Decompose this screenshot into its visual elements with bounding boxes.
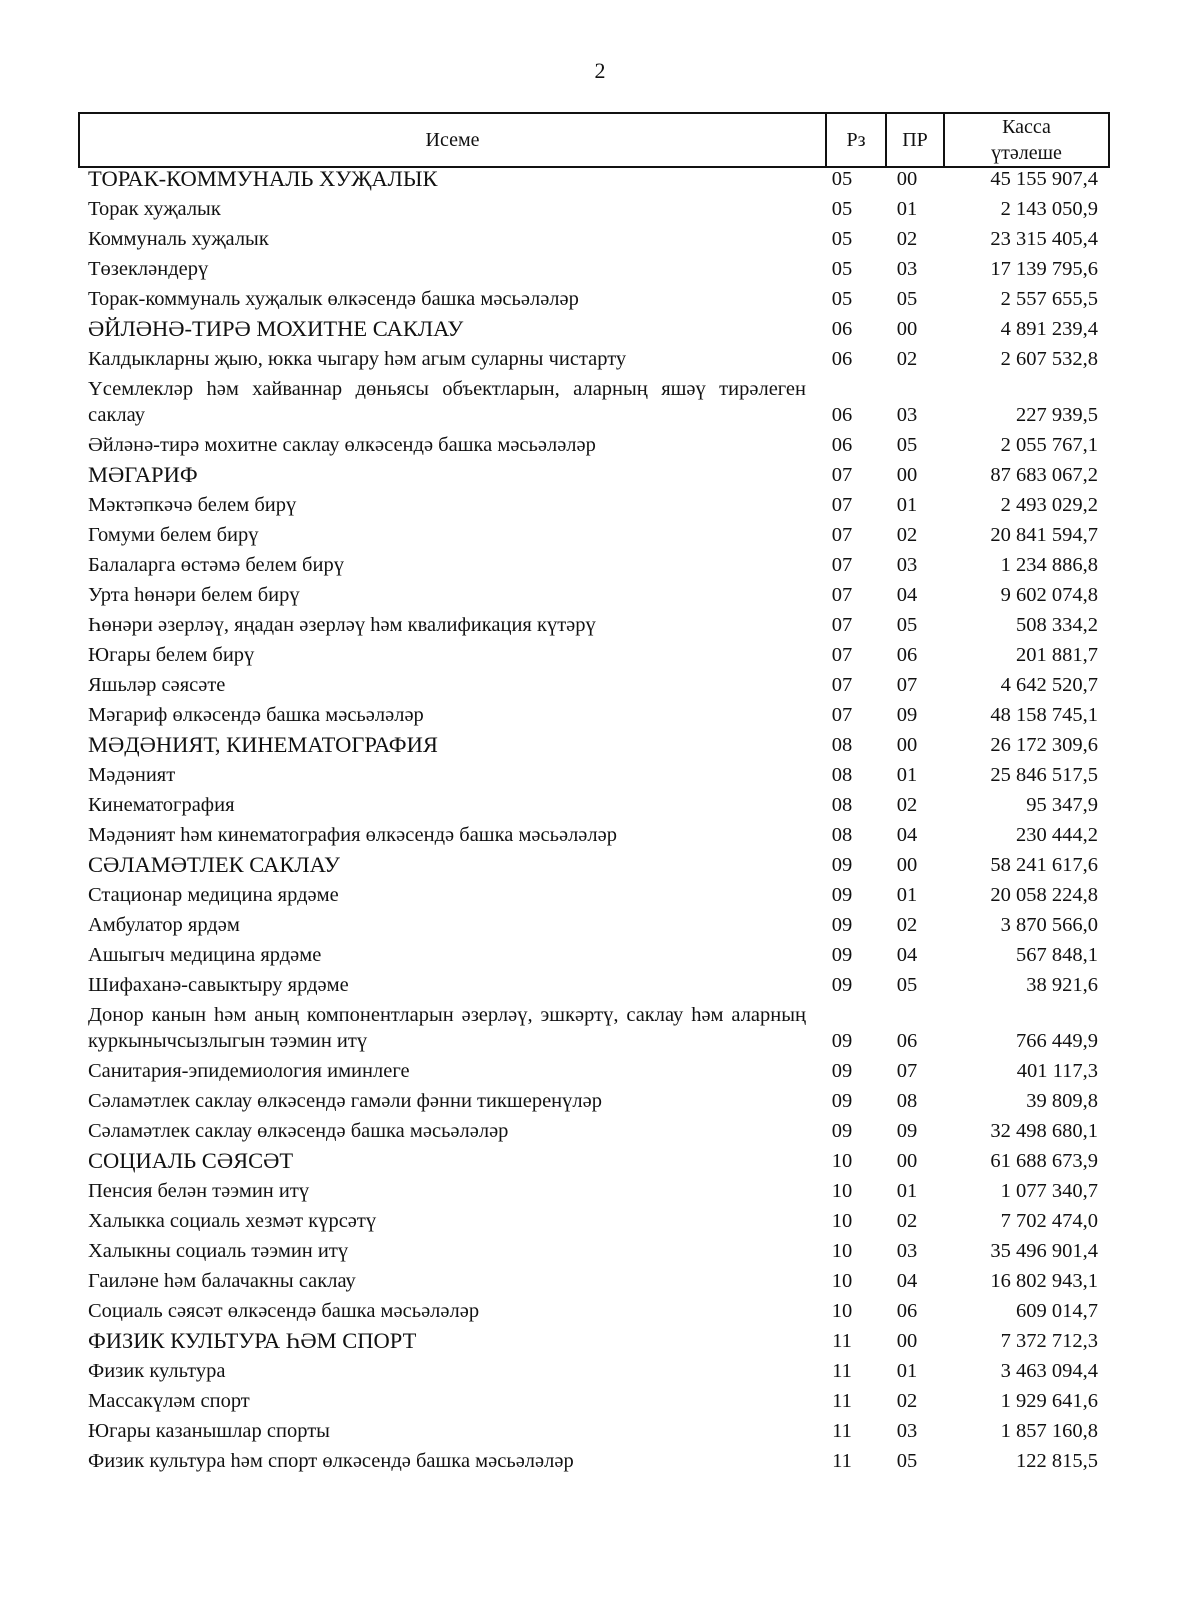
table-row	[88, 880, 1106, 910]
table-row	[88, 1416, 1106, 1446]
row-kassa: 567 848,1	[1016, 944, 1098, 966]
row-rz: 06	[831, 404, 853, 426]
row-rz: 06	[831, 434, 853, 456]
row-name: Торак хуҗалык	[88, 198, 221, 220]
row-kassa: 7 372 712,3	[1000, 1330, 1098, 1352]
table-row	[88, 1056, 1106, 1086]
row-rz: 05	[831, 168, 853, 190]
row-kassa: 20 058 224,8	[990, 884, 1098, 906]
row-name: Массакүләм спорт	[88, 1390, 250, 1412]
row-rz: 07	[831, 524, 853, 546]
row-rz: 09	[831, 854, 853, 876]
row-pr: 03	[896, 554, 918, 576]
row-rz: 05	[831, 228, 853, 250]
row-rz: 09	[831, 974, 853, 996]
row-rz: 10	[831, 1150, 853, 1172]
row-pr: 08	[896, 1090, 918, 1112]
row-name: Гомуми белем бирү	[88, 524, 259, 546]
row-name: Донор канын һәм аның компонентларын әзерләү, эшкәртү, саклау һәм аларның куркынычсызлыгын тәэмин итү	[88, 1004, 806, 1052]
row-pr: 02	[896, 1390, 918, 1412]
row-rz: 10	[831, 1210, 853, 1232]
row-rz: 11	[832, 1390, 852, 1412]
row-name: Әйләнә-тирә мохитне саклау өлкәсендә башка мәсьәләләр	[88, 434, 596, 456]
section-row	[88, 730, 1106, 760]
table-row	[88, 610, 1106, 640]
row-pr: 00	[896, 1330, 918, 1352]
row-pr: 00	[896, 734, 918, 756]
header-kassa-line1: Касса	[1002, 116, 1051, 138]
row-rz: 09	[831, 944, 853, 966]
row-pr: 05	[896, 1450, 918, 1472]
table-row	[88, 1176, 1106, 1206]
row-kassa: 9 602 074,8	[1000, 584, 1098, 606]
row-kassa: 58 241 617,6	[990, 854, 1098, 876]
row-rz: 10	[831, 1180, 853, 1202]
row-kassa: 4 642 520,7	[1000, 674, 1098, 696]
table-row	[88, 940, 1106, 970]
table-row	[88, 700, 1106, 730]
row-name: Халыкны социаль тәэмин итү	[88, 1240, 349, 1262]
table-row	[88, 490, 1106, 520]
row-rz: 09	[831, 1090, 853, 1112]
row-pr: 02	[896, 348, 918, 370]
section-row	[88, 460, 1106, 490]
row-rz: 06	[831, 318, 853, 340]
row-rz: 08	[831, 794, 853, 816]
row-rz: 07	[831, 644, 853, 666]
table-row	[88, 344, 1106, 374]
row-name: ӘЙЛӘНӘ-ТИРӘ МОХИТНЕ САКЛАУ	[88, 316, 464, 341]
row-rz: 07	[831, 554, 853, 576]
row-pr: 06	[896, 1300, 918, 1322]
row-pr: 00	[896, 854, 918, 876]
header-kassa	[943, 114, 1108, 166]
row-name: Төзекләндерү	[88, 258, 209, 280]
header-name: Исеме	[425, 128, 480, 151]
table-row	[88, 1356, 1106, 1386]
row-name: СОЦИАЛЬ СӘЯСӘТ	[88, 1148, 294, 1173]
row-kassa: 23 315 405,4	[990, 228, 1098, 250]
row-rz: 07	[831, 614, 853, 636]
row-pr: 01	[896, 198, 918, 220]
table-row	[88, 790, 1106, 820]
row-name: Үсемлекләр һәм хайваннар дөньясы объектларын, аларның яшәү тирәлеген саклау	[88, 378, 806, 426]
row-kassa: 508 334,2	[1016, 614, 1098, 636]
row-pr: 04	[896, 1270, 918, 1292]
table-row	[88, 550, 1106, 580]
row-pr: 01	[896, 764, 918, 786]
row-pr: 00	[896, 168, 918, 190]
header-kassa-line2: үтәлеше	[991, 142, 1062, 164]
row-name: Ашыгыч медицина ярдәме	[88, 944, 322, 966]
row-kassa: 38 921,6	[1026, 974, 1098, 996]
row-pr: 07	[896, 674, 918, 696]
row-kassa: 227 939,5	[1016, 404, 1098, 426]
row-kassa: 26 172 309,6	[990, 734, 1098, 756]
row-kassa: 45 155 907,4	[990, 168, 1098, 190]
row-pr: 09	[896, 1120, 918, 1142]
row-kassa: 1 077 340,7	[1000, 1180, 1098, 1202]
row-kassa: 2 557 655,5	[1000, 288, 1098, 310]
table-row	[88, 254, 1106, 284]
row-kassa: 766 449,9	[1016, 1030, 1098, 1052]
row-kassa: 2 493 029,2	[1000, 494, 1098, 516]
row-pr: 05	[896, 974, 918, 996]
row-pr: 05	[896, 614, 918, 636]
row-rz: 09	[831, 914, 853, 936]
row-rz: 11	[832, 1450, 852, 1472]
row-rz: 05	[831, 288, 853, 310]
row-kassa: 7 702 474,0	[1000, 1210, 1098, 1232]
row-kassa: 2 143 050,9	[1000, 198, 1098, 220]
row-kassa: 401 117,3	[1016, 1060, 1098, 1082]
row-pr: 03	[896, 404, 918, 426]
table-row	[88, 1086, 1106, 1116]
row-rz: 05	[831, 258, 853, 280]
row-kassa: 95 347,9	[1026, 794, 1098, 816]
row-pr: 07	[896, 1060, 918, 1082]
row-rz: 08	[831, 764, 853, 786]
row-kassa: 3 870 566,0	[1000, 914, 1098, 936]
row-name: МӘДӘНИЯТ, КИНЕМАТОГРАФИЯ	[88, 732, 438, 757]
row-pr: 04	[896, 584, 918, 606]
row-kassa: 87 683 067,2	[990, 464, 1098, 486]
row-name: Кинематография	[88, 794, 235, 816]
row-pr: 02	[896, 228, 918, 250]
table-row	[88, 760, 1106, 790]
table-row	[88, 224, 1106, 254]
row-pr: 02	[896, 914, 918, 936]
row-kassa: 201 881,7	[1016, 644, 1098, 666]
row-name: Физик культура һәм спорт өлкәсендә башка мәсьәләләр	[88, 1450, 574, 1472]
row-kassa: 35 496 901,4	[990, 1240, 1098, 1262]
row-rz: 11	[832, 1420, 852, 1442]
row-name: Сәламәтлек саклау өлкәсендә гамәли фәнни тикшеренүләр	[88, 1090, 602, 1112]
section-row	[88, 314, 1106, 344]
row-pr: 00	[896, 1150, 918, 1172]
row-kassa: 61 688 673,9	[990, 1150, 1098, 1172]
table-row	[88, 1206, 1106, 1236]
table-row	[88, 1296, 1106, 1326]
row-rz: 08	[831, 824, 853, 846]
row-pr: 09	[896, 704, 918, 726]
row-rz: 09	[831, 1120, 853, 1142]
row-name: Урта һөнәри белем бирү	[88, 584, 300, 606]
table-body	[88, 164, 1106, 1476]
row-kassa: 2 607 532,8	[1000, 348, 1098, 370]
table-row	[88, 580, 1106, 610]
table-row	[88, 640, 1106, 670]
row-name: Пенсия белән тәэмин итү	[88, 1180, 310, 1202]
row-kassa: 1 857 160,8	[1000, 1420, 1098, 1442]
row-name: Мәктәпкәчә белем бирү	[88, 494, 297, 516]
row-pr: 02	[896, 794, 918, 816]
header-rz: Рз	[825, 114, 885, 166]
table-row	[88, 1446, 1106, 1476]
row-rz: 09	[831, 1030, 853, 1052]
row-name: Гаиләне һәм балачакны саклау	[88, 1270, 356, 1292]
row-kassa: 1 929 641,6	[1000, 1390, 1098, 1412]
row-name: Физик культура	[88, 1360, 226, 1382]
row-pr: 06	[896, 1030, 918, 1052]
row-name: Мәдәният	[88, 764, 176, 786]
row-pr: 03	[896, 1420, 918, 1442]
row-pr: 04	[896, 824, 918, 846]
row-name: Югары казанышлар спорты	[88, 1420, 330, 1442]
table-row	[88, 1116, 1106, 1146]
row-kassa: 4 891 239,4	[1000, 318, 1098, 340]
row-pr: 05	[896, 434, 918, 456]
row-rz: 07	[831, 674, 853, 696]
row-name: МӘГАРИФ	[88, 462, 198, 487]
row-kassa: 32 498 680,1	[990, 1120, 1098, 1142]
row-name: Югары белем бирү	[88, 644, 255, 666]
row-kassa: 39 809,8	[1026, 1090, 1098, 1112]
header-pr: ПР	[885, 114, 943, 166]
table-row	[88, 430, 1106, 460]
row-pr: 05	[896, 288, 918, 310]
row-pr: 01	[896, 884, 918, 906]
table-row	[88, 910, 1106, 940]
table-row	[88, 820, 1106, 850]
row-rz: 06	[831, 348, 853, 370]
table-row	[88, 284, 1106, 314]
row-rz: 05	[831, 198, 853, 220]
row-name: Сәламәтлек саклау өлкәсендә башка мәсьәләләр	[88, 1120, 509, 1142]
table-row	[88, 520, 1106, 550]
row-pr: 01	[896, 494, 918, 516]
row-name: Балаларга өстәмә белем бирү	[88, 554, 344, 576]
row-rz: 09	[831, 884, 853, 906]
row-name: Мәгариф өлкәсендә башка мәсьәләләр	[88, 704, 424, 726]
row-name: Шифаханә-савыктыру ярдәме	[88, 974, 349, 996]
table-row	[88, 1236, 1106, 1266]
row-name: Коммуналь хуҗалык	[88, 228, 269, 250]
row-name: ТОРАК-КОММУНАЛЬ ХУҖАЛЫК	[88, 166, 438, 191]
row-kassa: 1 234 886,8	[1000, 554, 1098, 576]
row-pr: 02	[896, 1210, 918, 1232]
page-number: 2	[594, 58, 606, 83]
row-name: ФИЗИК КУЛЬТУРА ҺӘМ СПОРТ	[88, 1328, 417, 1353]
row-kassa: 609 014,7	[1016, 1300, 1098, 1322]
row-name: Мәдәният һәм кинематография өлкәсендә башка мәсьәләләр	[88, 824, 617, 846]
row-kassa: 230 444,2	[1016, 824, 1098, 846]
row-rz: 10	[831, 1240, 853, 1262]
row-rz: 10	[831, 1270, 853, 1292]
row-rz: 11	[832, 1330, 852, 1352]
row-rz: 07	[831, 494, 853, 516]
row-rz: 11	[832, 1360, 852, 1382]
row-name: Санитария-эпидемиология иминлеге	[88, 1060, 410, 1082]
row-rz: 09	[831, 1060, 853, 1082]
row-rz: 08	[831, 734, 853, 756]
table-row	[88, 1000, 1106, 1056]
row-pr: 01	[896, 1180, 918, 1202]
table-row	[88, 670, 1106, 700]
row-rz: 10	[831, 1300, 853, 1322]
row-pr: 00	[896, 318, 918, 340]
row-name: Торак-коммуналь хуҗалык өлкәсендә башка мәсьәләләр	[88, 288, 579, 310]
row-name: СӘЛАМӘТЛЕК САКЛАУ	[88, 852, 340, 877]
row-name: Калдыкларны җыю, юкка чыгару һәм агым суларны чистарту	[88, 348, 627, 370]
row-name: Яшьләр сәясәте	[88, 674, 226, 696]
row-pr: 04	[896, 944, 918, 966]
row-kassa: 122 815,5	[1016, 1450, 1098, 1472]
row-kassa: 25 846 517,5	[990, 764, 1098, 786]
section-row	[88, 164, 1106, 194]
row-rz: 07	[831, 584, 853, 606]
table-row	[88, 1386, 1106, 1416]
row-rz: 07	[831, 704, 853, 726]
table-header	[78, 112, 1110, 168]
row-kassa: 16 802 943,1	[990, 1270, 1098, 1292]
row-name: Халыкка социаль хезмәт күрсәтү	[88, 1210, 377, 1232]
section-row	[88, 850, 1106, 880]
row-kassa: 3 463 094,4	[1000, 1360, 1098, 1382]
table-row	[88, 970, 1106, 1000]
row-pr: 03	[896, 258, 918, 280]
row-pr: 06	[896, 644, 918, 666]
row-pr: 00	[896, 464, 918, 486]
row-rz: 07	[831, 464, 853, 486]
table-row	[88, 374, 1106, 430]
row-name: Һөнәри әзерләү, яңадан әзерләү һәм квалификация күтәрү	[88, 614, 596, 636]
section-row	[88, 1146, 1106, 1176]
row-pr: 02	[896, 524, 918, 546]
row-name: Стационар медицина ярдәме	[88, 884, 339, 906]
table-row	[88, 194, 1106, 224]
row-pr: 01	[896, 1360, 918, 1382]
row-kassa: 17 139 795,6	[990, 258, 1098, 280]
row-kassa: 20 841 594,7	[990, 524, 1098, 546]
section-row	[88, 1326, 1106, 1356]
table-row	[88, 1266, 1106, 1296]
row-kassa: 2 055 767,1	[1000, 434, 1098, 456]
row-pr: 03	[896, 1240, 918, 1262]
row-name: Амбулатор ярдәм	[88, 914, 240, 936]
row-kassa: 48 158 745,1	[990, 704, 1098, 726]
row-name: Социаль сәясәт өлкәсендә башка мәсьәләләр	[88, 1300, 480, 1322]
